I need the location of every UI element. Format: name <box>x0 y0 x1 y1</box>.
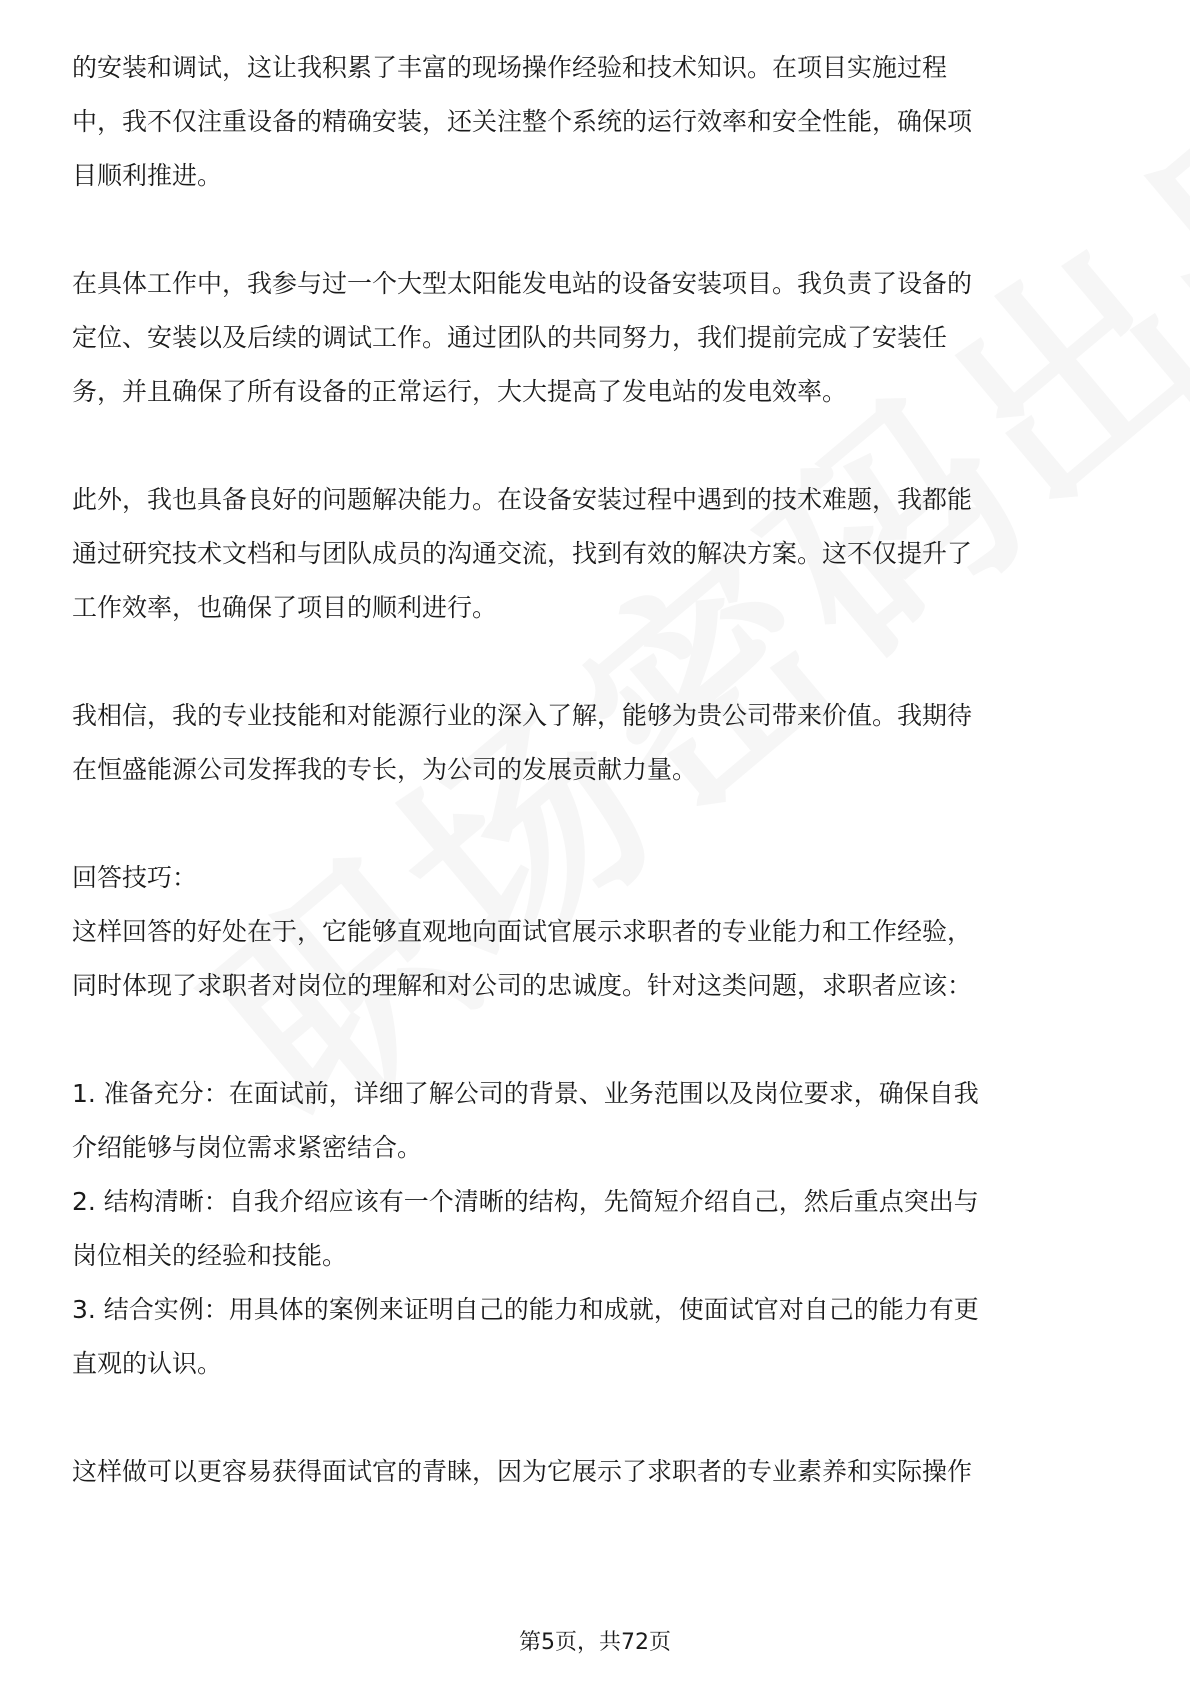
paragraph-line: 在具体工作中，我参与过一个大型太阳能发电站的设备安装项目。我负责了设备的 <box>72 269 973 298</box>
list-item-line: 直观的认识。 <box>72 1349 223 1378</box>
paragraph-line: 同时体现了求职者对岗位的理解和对公司的忠诚度。针对这类问题，求职者应该： <box>72 971 973 1000</box>
paragraph-line: 通过研究技术文档和与团队成员的沟通交流，找到有效的解决方案。这不仅提升了 <box>72 539 973 568</box>
paragraph-line: 工作效率，也确保了项目的顺利进行。 <box>72 593 498 622</box>
paragraph-line: 定位、安装以及后续的调试工作。通过团队的共同努力，我们提前完成了安装任 <box>72 323 948 352</box>
paragraph-line: 这样做可以更容易获得面试官的青睐，因为它展示了求职者的专业素养和实际操作 <box>72 1457 973 1486</box>
page-number-footer: 第5页，共72页 <box>519 1630 671 1655</box>
list-item-line: 岗位相关的经验和技能。 <box>72 1241 348 1270</box>
paragraph-line: 目顺利推进。 <box>72 161 223 190</box>
list-item-line: 3. 结合实例：用具体的案例来证明自己的能力和成就，使面试官对自己的能力有更 <box>72 1295 979 1324</box>
section-heading: 回答技巧： <box>72 863 198 892</box>
paragraph-line: 的安装和调试，这让我积累了丰富的现场操作经验和技术知识。在项目实施过程 <box>72 53 948 82</box>
list-item-line: 2. 结构清晰：自我介绍应该有一个清晰的结构，先简短介绍自己，然后重点突出与 <box>72 1187 979 1216</box>
paragraph-line: 中，我不仅注重设备的精确安装，还关注整个系统的运行效率和安全性能，确保项 <box>72 107 973 136</box>
paragraph-line: 这样回答的好处在于，它能够直观地向面试官展示求职者的专业能力和工作经验， <box>72 917 973 946</box>
paragraph-line: 在恒盛能源公司发挥我的专长，为公司的发展贡献力量。 <box>72 755 698 784</box>
list-item-line: 1. 准备充分：在面试前，详细了解公司的背景、业务范围以及岗位要求，确保自我 <box>72 1079 979 1108</box>
paragraph-line: 我相信，我的专业技能和对能源行业的深入了解，能够为贵公司带来价值。我期待 <box>72 701 973 730</box>
list-item-line: 介绍能够与岗位需求紧密结合。 <box>72 1133 423 1162</box>
paragraph-line: 此外，我也具备良好的问题解决能力。在设备安装过程中遇到的技术难题，我都能 <box>72 485 973 514</box>
paragraph-line: 务，并且确保了所有设备的正常运行，大大提高了发电站的发电效率。 <box>72 377 848 406</box>
